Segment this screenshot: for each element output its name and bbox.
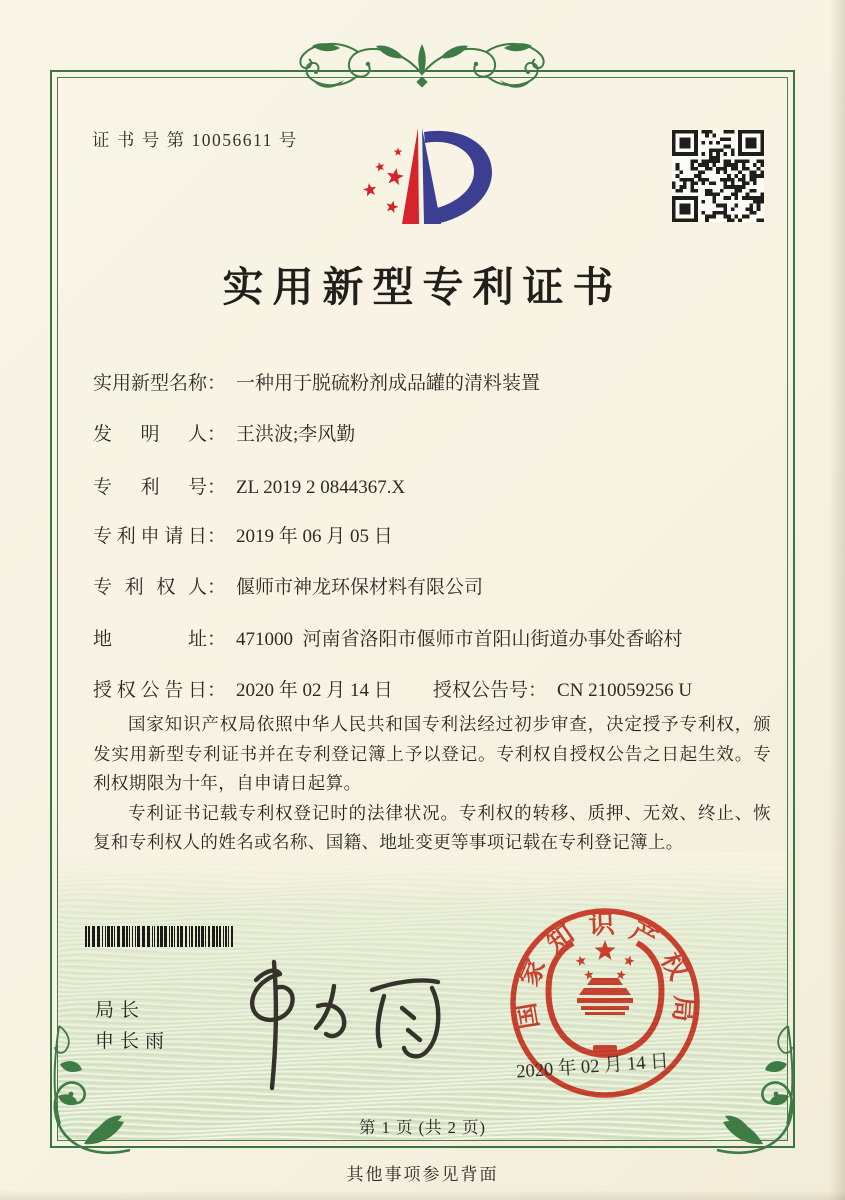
field-label: 实用新型名称 — [93, 373, 208, 394]
field-value: CN 210059256 U — [557, 680, 693, 701]
colon: ： — [207, 629, 227, 650]
back-side-note: 其他事项参见背面 — [346, 1165, 499, 1184]
page-number: 第 1 页 (共 2 页) — [358, 1118, 487, 1137]
field-label: 授权公告日 — [93, 680, 207, 701]
field-label: 专利申请日 — [93, 526, 207, 547]
field-row-address — [93, 624, 793, 651]
cnipa-logo-icon — [352, 120, 497, 232]
officer-name: 申长雨 — [95, 1031, 171, 1052]
field-value: 2019 年 06 月 05 日 — [236, 526, 393, 547]
field-value: 一种用于脱硫粉剂成品罐的清料装置 — [236, 373, 541, 394]
top-border-ornament-icon — [290, 36, 554, 110]
colon: ： — [207, 526, 227, 547]
seal-arc-text: 国家知识产权局 — [511, 909, 699, 1032]
paragraph-2: 专利证书记载专利权登记时的法律状况。专利权的转移、质押、无效、终止、恢复和专利权人的姓名或名称、国籍、地址变更等事项记载在专利登记簿上。 — [93, 802, 771, 852]
colon: ： — [207, 373, 227, 394]
certificate-number: 证 书 号 第 10056611 号 — [92, 130, 298, 150]
field-grant-number — [433, 675, 692, 702]
colon: ： — [207, 680, 227, 701]
field-label: 授权公告号 — [433, 680, 529, 701]
field-row-inventor — [93, 419, 793, 446]
field-row-patent-name — [93, 368, 793, 395]
national-emblem-icon — [549, 940, 662, 1055]
field-row-patent-number — [93, 472, 793, 499]
legal-text — [93, 710, 771, 858]
field-value: 偃师市神龙环保材料有限公司 — [236, 577, 484, 598]
field-value: 王洪波;李风勤 — [236, 424, 356, 445]
seal-date: 2020 年 02 月 14 日 — [515, 1051, 670, 1083]
commissioner-signature — [222, 946, 462, 1096]
colon: ： — [528, 680, 548, 701]
colon: ： — [207, 577, 227, 598]
field-row-patentee — [93, 572, 793, 599]
field-value: 471000 河南省洛阳市偃师市首阳山街道办事处香峪村 — [236, 629, 683, 650]
field-row-filing-date — [93, 521, 793, 548]
field-value: 2020 年 02 月 14 日 — [236, 680, 393, 701]
barcode — [85, 926, 233, 947]
qr-code — [672, 130, 764, 222]
bottom-right-flourish-icon — [711, 1020, 803, 1158]
paragraph-1: 国家知识产权局依照中华人民共和国专利法经过初步审查，决定授予专利权，颁发实用新型专利证书并在专利登记簿上予以登记。专利权自授权公告之日起生效。专利权期限为十年，自申请日起算。 — [93, 714, 771, 793]
scan-edge-shadow-bottom — [0, 1190, 845, 1200]
officer-title: 局长 — [95, 1000, 146, 1021]
field-row-grant-date — [93, 675, 793, 702]
field-label: 专利权人 — [93, 577, 207, 598]
colon: ： — [207, 477, 227, 498]
field-value: ZL 2019 2 0844367.X — [236, 477, 406, 498]
field-label: 发明人 — [93, 424, 207, 445]
scan-edge-shadow — [829, 0, 845, 1200]
field-label: 地址 — [93, 629, 207, 650]
certificate-title: 实用新型专利证书 — [222, 264, 623, 310]
field-label: 专利号 — [93, 477, 207, 498]
colon: ： — [207, 424, 227, 445]
